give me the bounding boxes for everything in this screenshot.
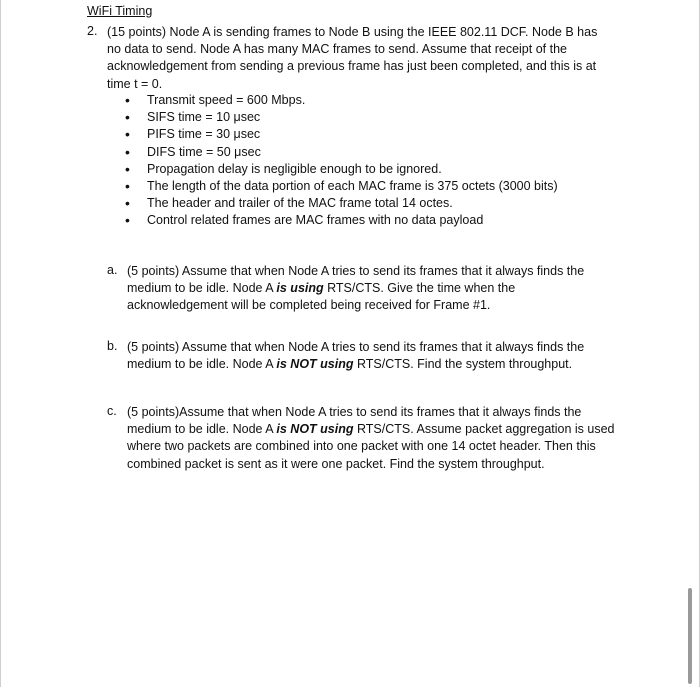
part-a-emphasis: is using	[276, 281, 324, 296]
part-a-letter: a.	[107, 263, 118, 277]
question-intro: (15 points) Node A is sending frames to Node B using the IEEE 802.11 DCF. Node B has no data to send. Node A has many MAC frames to send. Assume that receipt of the acknowledgement from sending a previous frame has just been completed, and this is at time t = 0.	[107, 25, 598, 91]
list-item: • The header and trailer of the MAC frame total 14 octes.	[107, 195, 558, 212]
list-item: • DIFS time = 50 μsec	[107, 144, 558, 161]
list-item: • The length of the data portion of each MAC frame is 375 octets (3000 bits)	[107, 178, 558, 195]
list-item: • Transmit speed = 600 Mbps.	[107, 92, 558, 109]
part-c-post: RTS/CTS. Assume packet aggregation is used where two packets are combined into one packet with one 14 octet header. Then this combined packet is sent as it were one packet. Find the system throughput.	[127, 422, 615, 471]
part-b-emphasis: is NOT using	[276, 357, 354, 372]
list-item: • PIFS time = 30 μsec	[107, 126, 558, 143]
list-item: • SIFS time = 10 μsec	[107, 109, 558, 126]
list-item: • Control related frames are MAC frames with no data payload	[107, 212, 558, 229]
list-item: • Propagation delay is negligible enough to be ignored.	[107, 161, 558, 178]
part-a-text	[127, 263, 617, 315]
part-c-emphasis: is NOT using	[276, 422, 354, 437]
part-c-pre: (5 points)Assume that when Node A tries to send its frames that it always finds the medium to be idle. Node A	[127, 405, 582, 437]
part-c-text	[127, 404, 617, 473]
question-number: 2.	[87, 24, 98, 38]
part-b-pre: (5 points) Assume that when Node A tries to send its frames that it always finds the medium to be idle. Node A	[127, 340, 585, 372]
part-b-post: RTS/CTS. Find the system throughput.	[353, 357, 573, 372]
vertical-scrollbar[interactable]	[688, 588, 692, 684]
part-a-post: RTS/CTS. Give the time when the acknowledgement will be completed being received for Frame #1.	[127, 281, 516, 313]
parameter-list	[107, 92, 558, 230]
part-a-pre: (5 points) Assume that when Node A tries to send its frames that it always finds the medium to be idle. Node A	[127, 264, 585, 296]
part-c-letter: c.	[107, 404, 117, 418]
page-title: WiFi Timing	[87, 4, 153, 18]
part-b-text	[127, 339, 617, 373]
part-b-letter: b.	[107, 339, 118, 353]
